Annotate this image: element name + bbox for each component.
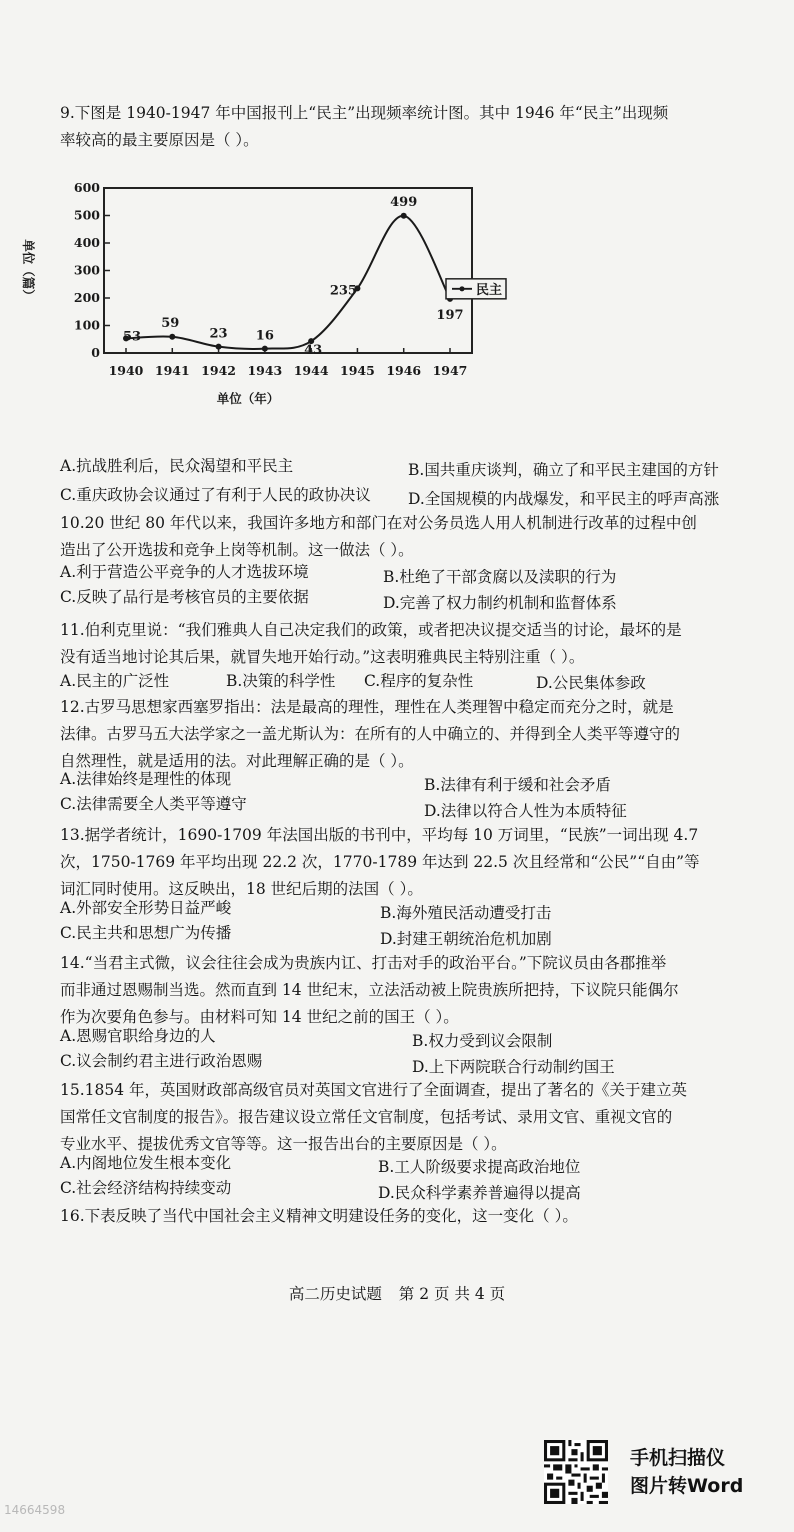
q12-option-a[interactable]: A.法律始终是理性的体现: [60, 770, 232, 788]
question-14-line-2: 而非通过恩赐制当选。然而直到 14 世纪末，立法活动被上院贵族所把持，下议院只能偶尔: [60, 981, 679, 999]
y-tick-label: 400: [73, 235, 100, 250]
question-16-line-1: 16.下表反映了当代中国社会主义精神文明建设任务的变化，这一变化（ ）。: [60, 1207, 578, 1225]
serial-number: 14664598: [4, 1503, 66, 1517]
question-9-line-1: 9.下图是 1940-1947 年中国报刊上“民主”出现频率统计图。其中 1946 年“民主”出现频: [60, 104, 669, 122]
x-tick-label: 1945: [340, 363, 375, 378]
question-13-stem: [60, 822, 760, 903]
q9-option-c[interactable]: C.重庆政协会议通过了有利于人民的政协决议: [60, 486, 371, 504]
question-14-line-3: 作为次要角色参与。由材料可知 14 世纪之前的国王（ ）。: [60, 1008, 459, 1026]
watermark-line-2: 图片转Word: [630, 1475, 744, 1497]
q15-option-b[interactable]: B.工人阶级要求提高政治地位: [378, 1158, 581, 1176]
question-12-stem: [60, 694, 760, 775]
qr-code-icon: [544, 1440, 608, 1504]
question-15-line-2: 国常任文官制度的报告》。报告建议设立常任文官制度，包括考试、录用文官、重视文官的: [60, 1108, 673, 1126]
scanner-watermark: [630, 1444, 743, 1500]
data-label: 59: [161, 315, 180, 331]
q12-option-c[interactable]: C.法律需要全人类平等遵守: [60, 795, 247, 813]
y-tick-label: 500: [73, 207, 100, 223]
q15-option-d[interactable]: D.民众科学素养普遍得以提高: [378, 1184, 581, 1202]
q13-option-a[interactable]: A.外部安全形势日益严峻: [60, 899, 232, 917]
q11-option-b[interactable]: B.决策的科学性: [226, 672, 336, 690]
x-tick-label: 1940: [108, 363, 144, 378]
question-11-line-2: 没有适当地讨论其后果，就冒失地开始行动。”这表明雅典民主特别注重（ ）。: [60, 648, 585, 666]
x-tick-label: 1942: [201, 363, 236, 378]
q15-option-a[interactable]: A.内阁地位发生根本变化: [60, 1154, 232, 1172]
question-11-line-1: 11.伯利克里说：“我们雅典人自己决定我们的政策，或者把决议提交适当的讨论，最坏的是: [60, 621, 682, 639]
q10-option-b[interactable]: B.杜绝了干部贪腐以及渎职的行为: [383, 568, 617, 586]
data-label: 499: [390, 194, 418, 210]
data-label: 235: [329, 283, 357, 299]
question-13-line-3: 词汇同时使用。这反映出，18 世纪后期的法国（ ）。: [60, 880, 423, 898]
x-tick-label: 1944: [293, 363, 329, 378]
question-14-stem: [60, 950, 760, 1031]
x-tick-label: 1946: [386, 363, 422, 378]
question-10-line-2: 造出了公开选拔和竞争上岗等机制。这一做法（ ）。: [60, 541, 414, 559]
x-tick-label: 1941: [154, 363, 190, 378]
question-12-line-1: 12.古罗马思想家西塞罗指出：法是最高的理性，理性在人类理智中稳定而充分之时，就是: [60, 698, 674, 716]
question-11-stem: [60, 617, 760, 671]
watermark-line-1: 手机扫描仪: [630, 1447, 726, 1469]
q14-option-d[interactable]: D.上下两院联合行动制约国王: [412, 1058, 615, 1076]
line-chart: [21, 170, 503, 420]
q11-option-d[interactable]: D.公民集体参政: [536, 674, 646, 692]
x-tick-label: 1947: [432, 363, 468, 378]
q12-option-d[interactable]: D.法律以符合人性为本质特征: [424, 802, 627, 820]
q13-option-b[interactable]: B.海外殖民活动遭受打击: [380, 904, 552, 922]
data-point: [216, 344, 222, 350]
data-label: 197: [436, 307, 464, 323]
question-10-line-1: 10.20 世纪 80 年代以来，我国许多地方和部门在对公务员选人用人机制进行改革的过程中创: [60, 514, 697, 532]
q10-option-d[interactable]: D.完善了权力制约机制和监督体系: [383, 594, 617, 612]
footer-title: 高二历史试题: [288, 1285, 382, 1303]
data-label: 53: [122, 329, 142, 345]
question-9-stem: [60, 100, 760, 154]
q11-option-a[interactable]: A.民主的广泛性: [60, 672, 170, 690]
data-label: 43: [304, 343, 323, 359]
page-footer: [0, 1282, 794, 1304]
q9-option-b[interactable]: B.国共重庆谈判，确立了和平民主建国的方针: [408, 461, 719, 479]
democracy-frequency-chart: [21, 170, 503, 420]
data-label: 16: [255, 328, 274, 344]
q14-option-b[interactable]: B.权力受到议会限制: [412, 1032, 553, 1050]
legend-marker: [460, 286, 465, 291]
data-label: 23: [209, 326, 228, 342]
y-axis-title: 单位（篇）: [21, 239, 36, 302]
x-tick-label: 1943: [247, 363, 283, 378]
data-point: [262, 346, 268, 352]
question-10-stem: [60, 510, 760, 564]
legend-label: 民主: [476, 282, 503, 298]
question-12-line-3: 自然理性，就是适用的法。对此理解正确的是（ ）。: [60, 752, 414, 770]
plot-frame: [104, 188, 472, 353]
q14-option-c[interactable]: C.议会制约君主进行政治恩赐: [60, 1052, 263, 1070]
q10-option-a[interactable]: A.利于营造公平竞争的人才选拔环境: [60, 563, 309, 581]
data-point: [169, 334, 175, 340]
y-tick-label: 600: [73, 180, 100, 195]
y-tick-label: 100: [73, 317, 100, 333]
question-16-stem: [60, 1203, 760, 1230]
q9-option-a[interactable]: A.抗战胜利后，民众渴望和平民主: [60, 457, 294, 475]
x-axis-title: 单位（年）: [216, 391, 280, 406]
question-15-stem: [60, 1077, 760, 1158]
y-tick-label: 200: [73, 290, 100, 305]
question-15-line-3: 专业水平、提拔优秀文官等等。这一报告出台的主要原因是（ ）。: [60, 1135, 507, 1153]
q11-option-c[interactable]: C.程序的复杂性: [364, 672, 474, 690]
data-point: [401, 213, 407, 219]
question-14-line-1: 14.“当君主式微，议会往往会成为贵族内讧、打击对手的政治平台。”下院议员由各郡推举: [60, 954, 667, 972]
y-tick-label: 0: [91, 345, 100, 360]
q12-option-b[interactable]: B.法律有利于缓和社会矛盾: [424, 776, 611, 794]
question-9-line-2: 率较高的最主要原因是（ ）。: [60, 131, 259, 149]
q9-option-d[interactable]: D.全国规模的内战爆发，和平民主的呼声高涨: [408, 490, 720, 508]
y-tick-label: 300: [73, 262, 100, 278]
q13-option-d[interactable]: D.封建王朝统治危机加剧: [380, 930, 552, 948]
q14-option-a[interactable]: A.恩赐官职给身边的人: [60, 1027, 216, 1045]
footer-page-number: 第 2 页 共 4 页: [398, 1285, 506, 1303]
q10-option-c[interactable]: C.反映了品行是考核官员的主要依据: [60, 588, 309, 606]
question-13-line-1: 13.据学者统计，1690-1709 年法国出版的书刊中，平均每 10 万词里，“民族”一词出现 4.7: [60, 826, 699, 844]
question-12-line-2: 法律。古罗马五大法学家之一盖尤斯认为：在所有的人中确立的、并得到全人类平等遵守的: [60, 725, 681, 743]
q15-option-c[interactable]: C.社会经济结构持续变动: [60, 1179, 232, 1197]
question-13-line-2: 次，1750-1769 年平均出现 22.2 次，1770-1789 年达到 22.5 次且经常和“公民”“自由”等: [60, 853, 700, 871]
q13-option-c[interactable]: C.民主共和思想广为传播: [60, 924, 232, 942]
question-15-line-1: 15.1854 年，英国财政部高级官员对英国文官进行了全面调查，提出了著名的《关于建立英: [60, 1081, 688, 1099]
